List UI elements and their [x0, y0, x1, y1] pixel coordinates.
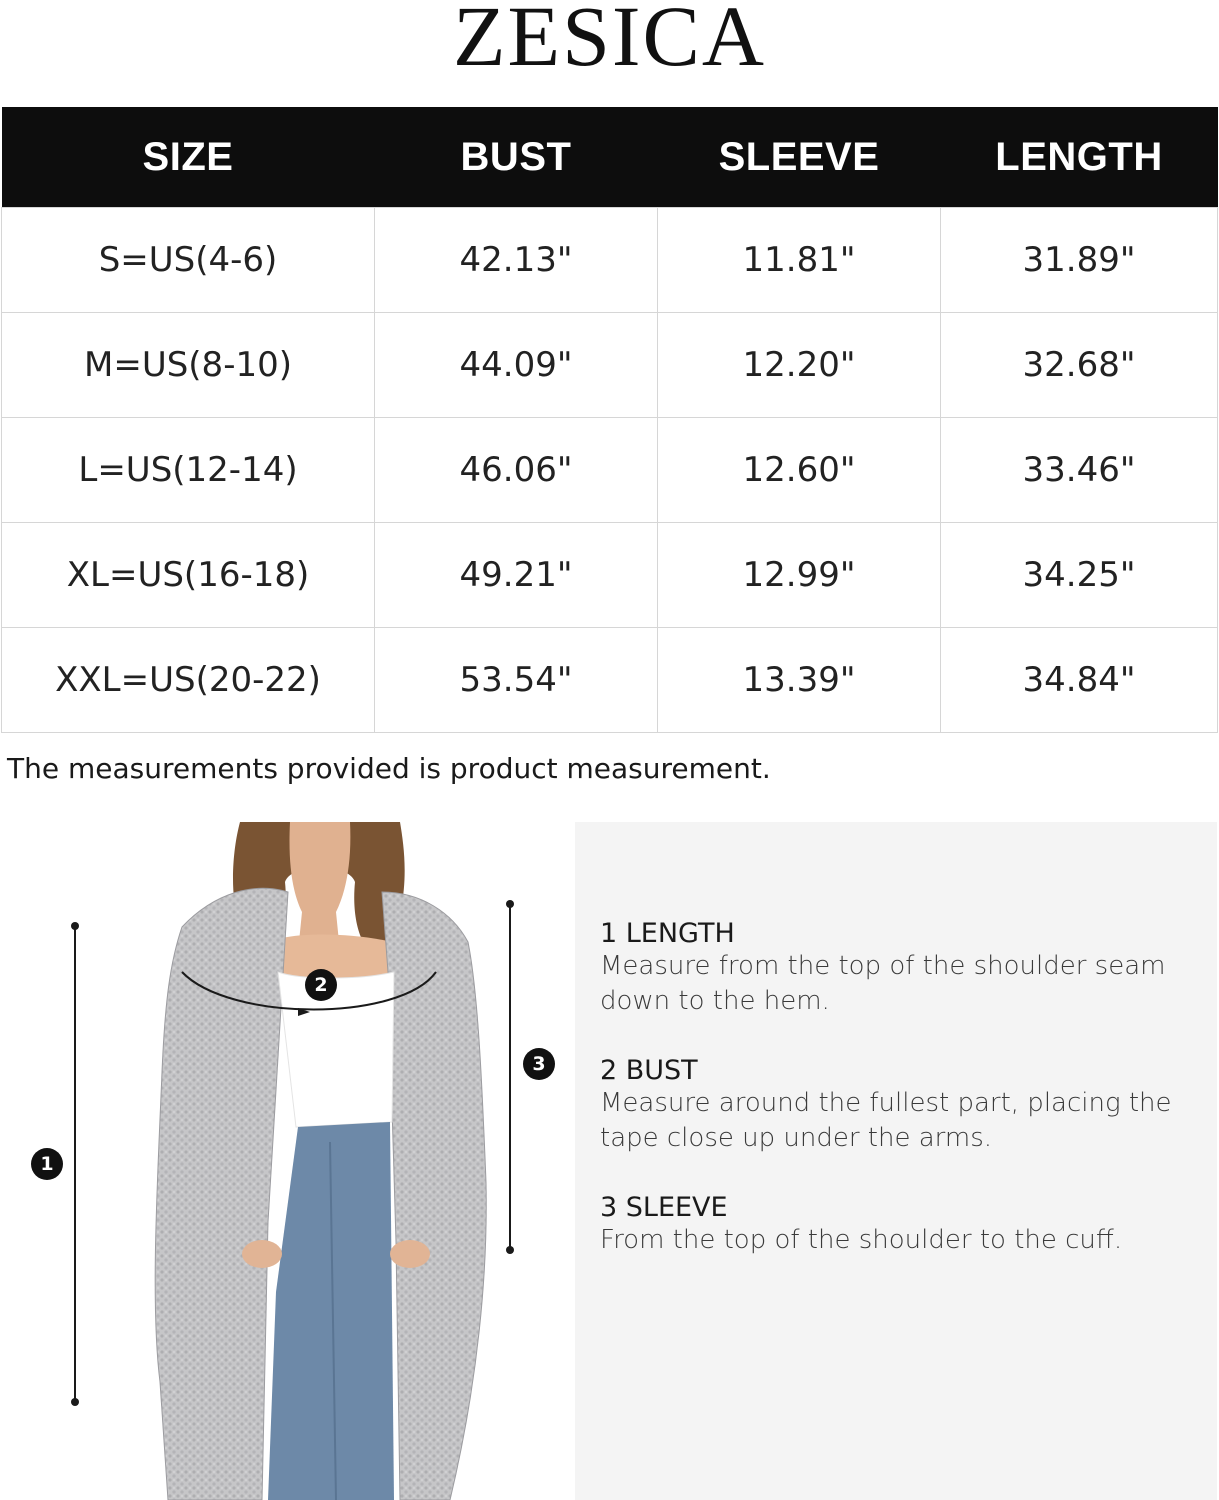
marker-bust-icon [305, 969, 337, 1001]
size-cell: L=US(12-14) [2, 418, 375, 523]
sleeve-cell: 12.20" [658, 313, 941, 418]
header-length: LENGTH [941, 107, 1218, 208]
size-cell: XXL=US(20-22) [2, 628, 375, 733]
hand-shape [390, 1240, 430, 1268]
model-photo [0, 822, 575, 1500]
sleeve-cell: 13.39" [658, 628, 941, 733]
cardigan-shape [382, 892, 486, 1500]
table-row [2, 313, 1218, 418]
brand-logo: ZESICA [453, 0, 766, 72]
white-top-shape [278, 972, 394, 1127]
sleeve-cell: 12.60" [658, 418, 941, 523]
sleeve-cell: 11.81" [658, 208, 941, 313]
sleeve-cell: 12.99" [658, 523, 941, 628]
length-cell: 32.68" [941, 313, 1218, 418]
guide-title: 2 BUST [600, 1055, 698, 1086]
table-row [2, 628, 1218, 733]
header-sleeve: SLEEVE [658, 107, 941, 208]
bust-cell: 42.13" [375, 208, 658, 313]
bust-cell: 53.54" [375, 628, 658, 733]
size-cell: XL=US(16-18) [2, 523, 375, 628]
length-cell: 33.46" [941, 418, 1218, 523]
marker-label: 1 [40, 1153, 54, 1175]
table-header-row [2, 107, 1218, 208]
length-cell: 34.25" [941, 523, 1218, 628]
guide-sleeve [600, 1192, 1200, 1258]
table-row [2, 523, 1218, 628]
table-row [2, 418, 1218, 523]
marker-length-icon [31, 1148, 63, 1180]
guide-text: Measure from the top of the shoulder seam down to the hem. [600, 951, 1166, 1016]
measurement-guide-panel [575, 822, 1217, 1500]
guide-title: 3 SLEEVE [600, 1192, 728, 1223]
guide-text: From the top of the shoulder to the cuff. [600, 1225, 1123, 1255]
bust-cell: 49.21" [375, 523, 658, 628]
guide-bust [600, 1055, 1200, 1156]
guide-length [600, 918, 1200, 1019]
guide-title: 1 LENGTH [600, 918, 735, 949]
size-cell: M=US(8-10) [2, 313, 375, 418]
measurement-note: The measurements provided is product measurement. [7, 752, 771, 785]
length-cell: 31.89" [941, 208, 1218, 313]
marker-label: 2 [314, 974, 328, 996]
bust-cell: 44.09" [375, 313, 658, 418]
table-row [2, 208, 1218, 313]
size-cell: S=US(4-6) [2, 208, 375, 313]
neck-shape [290, 822, 351, 952]
hand-shape [242, 1240, 282, 1268]
header-size: SIZE [2, 107, 375, 208]
bust-cell: 46.06" [375, 418, 658, 523]
size-chart-table [1, 107, 1218, 733]
marker-label: 3 [532, 1053, 546, 1075]
length-cell: 34.84" [941, 628, 1218, 733]
header-bust: BUST [375, 107, 658, 208]
guide-text: Measure around the fullest part, placing the tape close up under the arms. [600, 1088, 1172, 1153]
cardigan-shape [155, 888, 288, 1500]
marker-sleeve-icon [523, 1048, 555, 1080]
